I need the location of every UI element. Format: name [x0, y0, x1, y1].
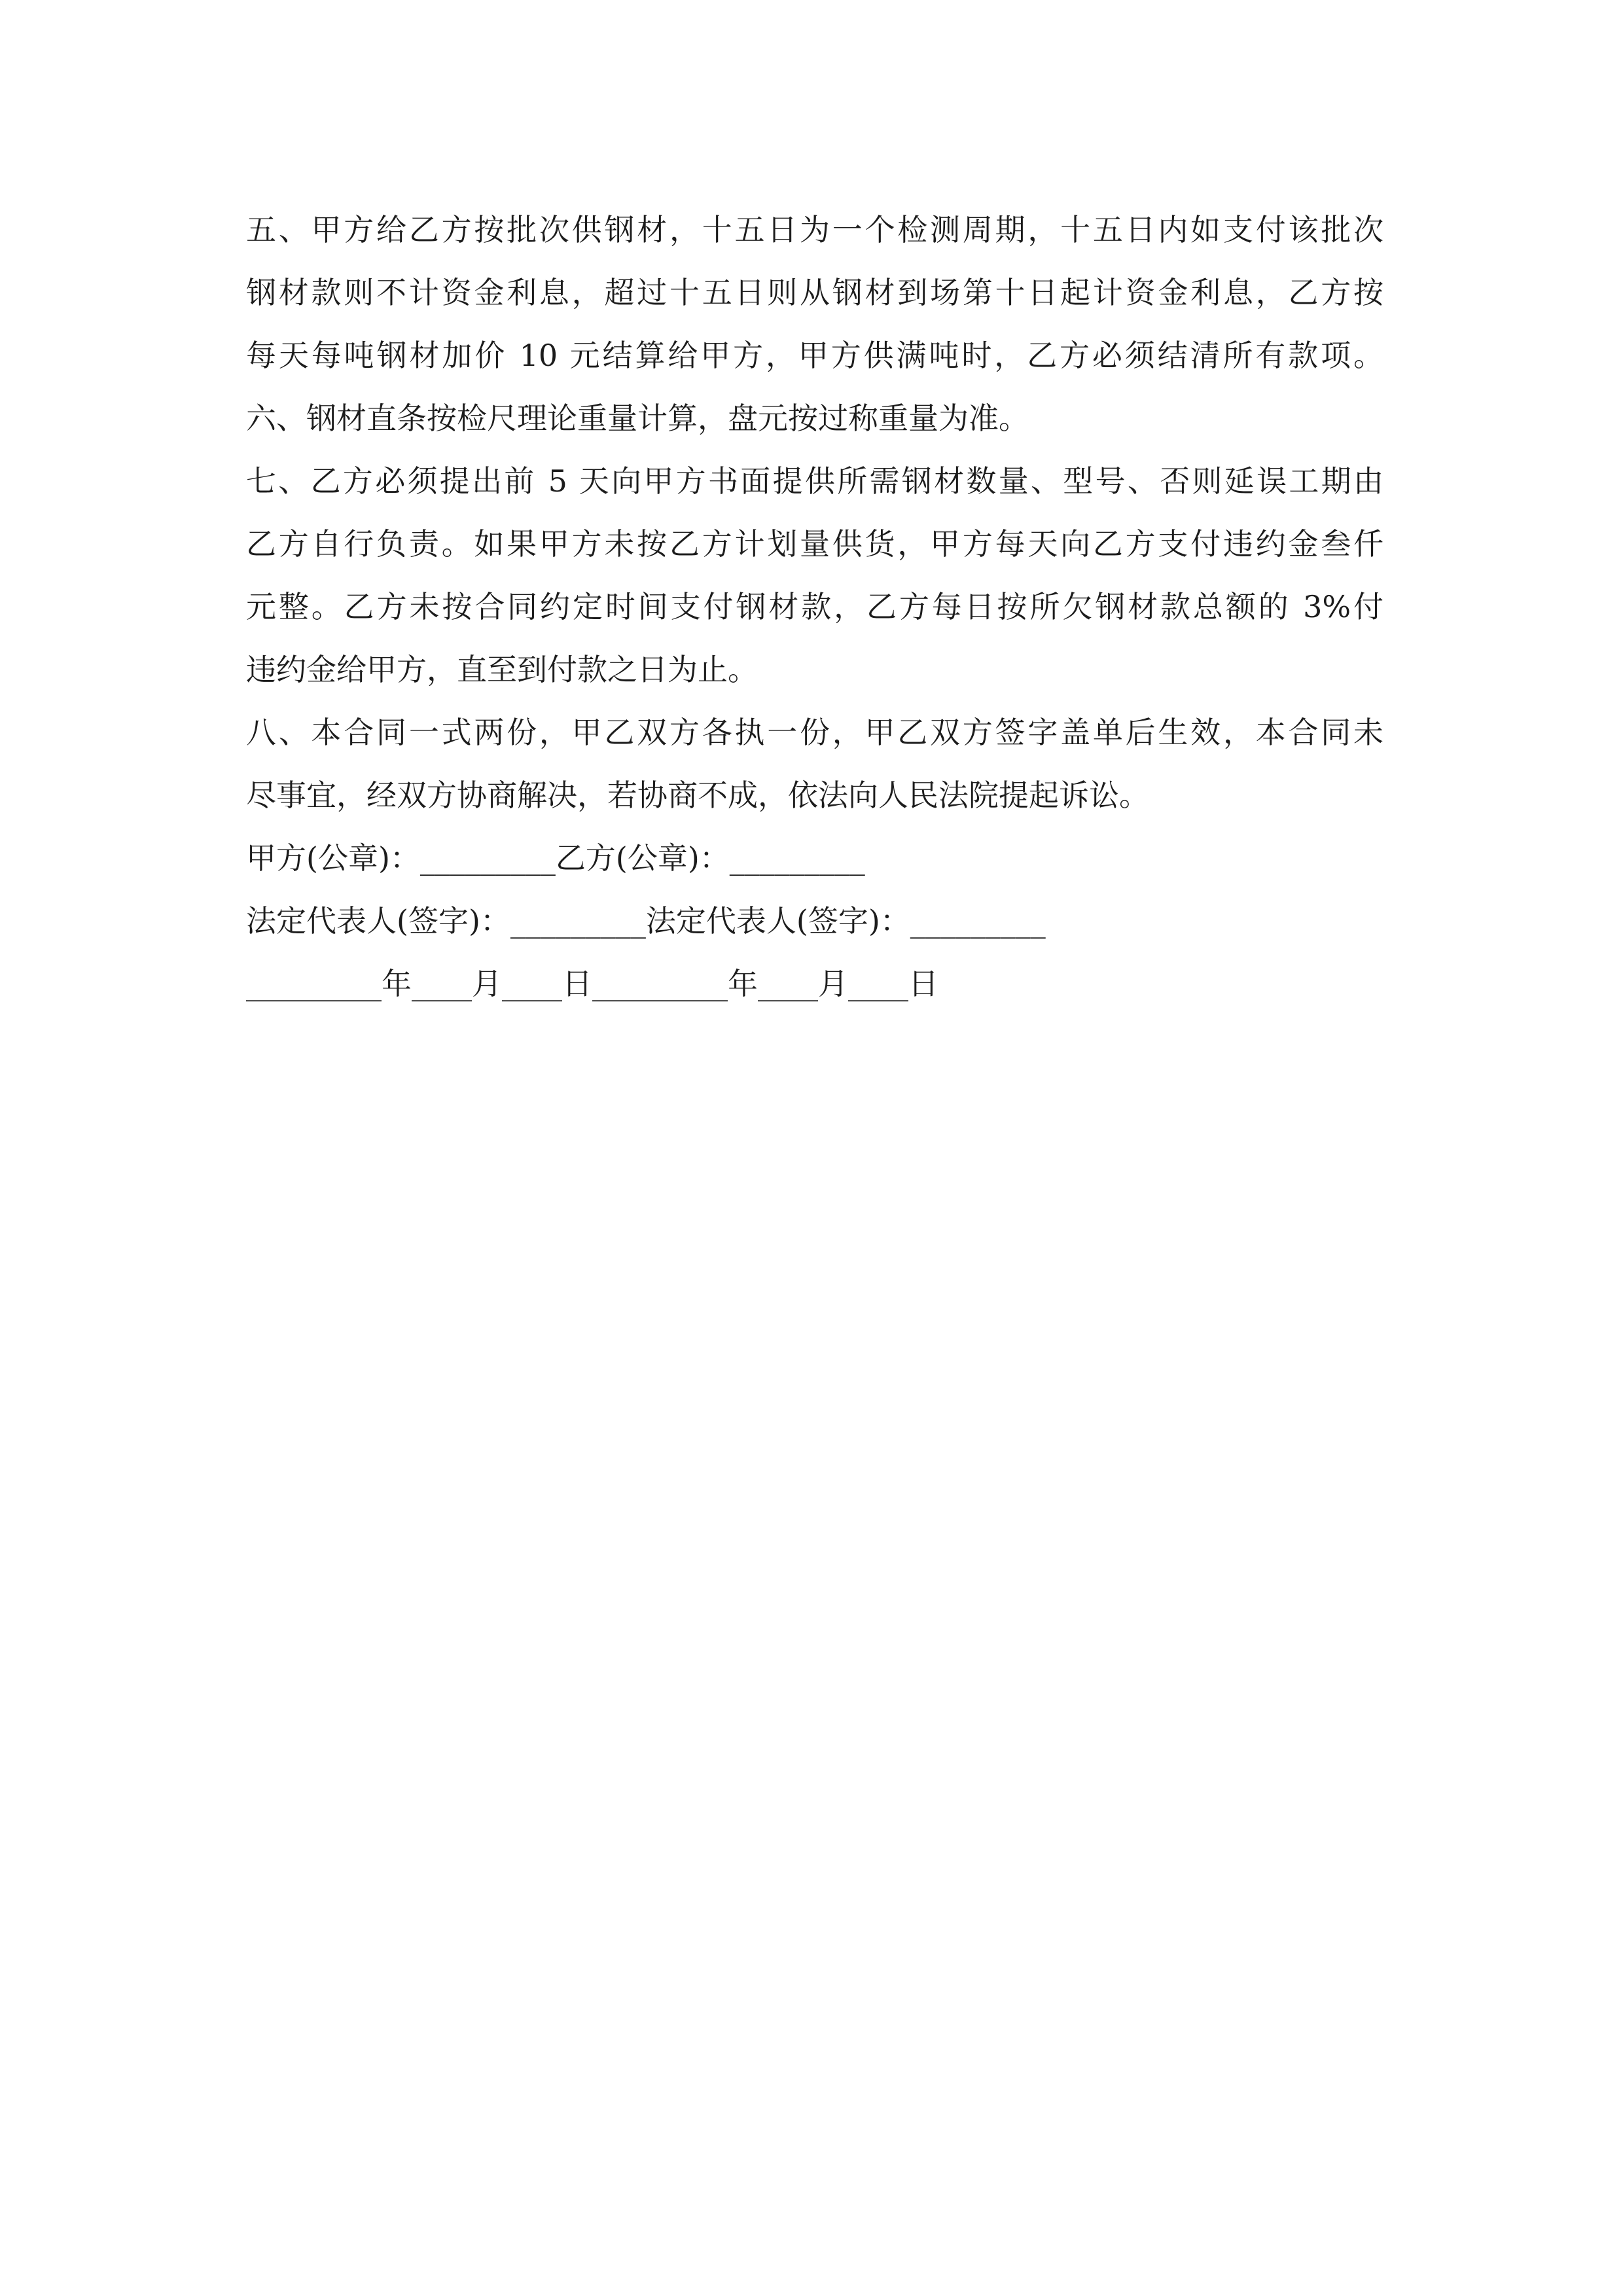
text-line: 七、乙方必须提出前 5 天向甲方书面提供所需钢材数量、型号、否则延误工期由	[246, 463, 1383, 499]
date-line: _________年____月____日_________年____月____日	[246, 966, 938, 1001]
text-line: 违约金给甲方，直至到付款之日为止。	[246, 652, 758, 687]
signature-block	[246, 827, 1383, 1015]
clause-6	[246, 387, 1383, 450]
clause-5	[246, 198, 1383, 387]
text-line: 每天每吨钢材加价 10 元结算给甲方，甲方供满吨时，乙方必须结清所有款项。	[246, 338, 1383, 373]
seal-line: 甲方(公章)：_________乙方(公章)：_________	[246, 840, 865, 876]
text-line: 八、本合同一式两份，甲乙双方各执一份，甲乙双方签字盖单后生效，本合同未	[246, 715, 1383, 750]
representative-signature-line: 法定代表人(签字)：_________法定代表人(签字)：_________	[246, 903, 1046, 939]
text-line: 五、甲方给乙方按批次供钢材，十五日为一个检测周期，十五日内如支付该批次	[246, 212, 1383, 247]
clause-7	[246, 450, 1383, 701]
text-line: 尽事宜，经双方协商解决，若协商不成，依法向人民法院提起诉讼。	[246, 778, 1149, 813]
document-body	[246, 198, 1383, 1015]
text-line: 六、钢材直条按检尺理论重量计算，盘元按过称重量为准。	[246, 401, 1029, 436]
clause-8	[246, 701, 1383, 827]
text-line: 乙方自行负责。如果甲方未按乙方计划量供货，甲方每天向乙方支付违约金叁仟	[246, 526, 1383, 562]
text-line: 元整。乙方未按合同约定时间支付钢材款，乙方每日按所欠钢材款总额的 3%付	[246, 589, 1383, 624]
text-line: 钢材款则不计资金利息，超过十五日则从钢材到场第十日起计资金利息，乙方按	[246, 275, 1383, 310]
